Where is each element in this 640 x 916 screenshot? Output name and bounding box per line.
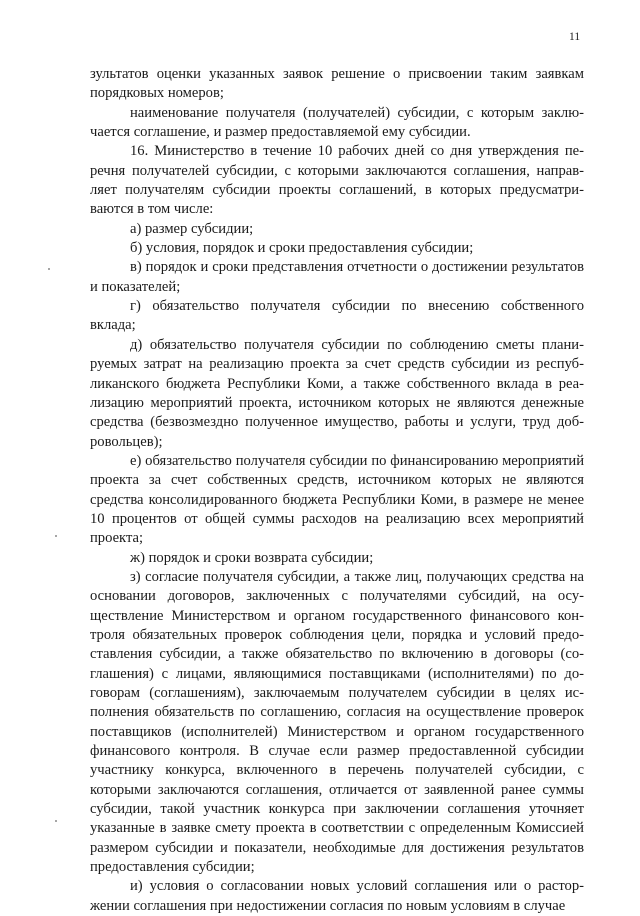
list-item-zh: ж) порядок и сроки возврата субсидии; [130, 549, 374, 566]
scan-speck [48, 268, 50, 270]
list-item-b: б) условия, порядок и сроки предоставления субсидии; [130, 240, 474, 257]
list-item-a: а) размер субсидии; [130, 220, 254, 237]
list-item-i: и) условия о согласовании новых условий соглашения или о расторжении соглашения при недостижении согласия по новым условиям в случае [90, 878, 584, 914]
list-item-z: з) согласие получателя субсидии, а также лиц, получающих средства на основании договоров, заключенных с получателями субсидий, на осуществление Министерством и органом государственного финансового контроля обязательных проверок соблюдения цели, порядка и условий предоставления субсидии, а также обязательство по включению в договоры (соглашения) с лицами, являющимися поставщиками (исполнителями) по договорам (соглашениям), заключаемым получателем субсидии в целях исполнения обязательств по соглашению, согласия на осуществление проверок поставщиков (исполнителей) Министерством и органом государственного финансового контроля. В случае если размер предоставленной субсидии участнику конкурса, включенного в перечень получателей субсидии, с которыми заключаются соглашения, отличается от заявленной ранее суммы субсидии, такой участник конкурса при заключении соглашения уточняет указанные в заявке смету проекта в соответствии с определенным Комиссией размером субсидии и показатели, необходимые для достижения результатов предоставления субсидии; [90, 568, 584, 876]
scan-speck [55, 820, 57, 822]
list-item-v: в) порядок и сроки представления отчетности о достижении результатов и показателей; [90, 259, 584, 295]
paragraph-recipient-name: наименование получателя (получателей) субсидии, с которым заключается соглашение, и размер предоставляемой ему субсидии. [90, 104, 584, 141]
scan-speck [55, 535, 57, 537]
list-item-g: г) обязательство получателя субсидии по внесению собственного вклада; [90, 298, 584, 334]
list-item-d: д) обязательство получателя субсидии по соблюдению сметы планируемых затрат на реализацию проекта за счет средств субсидии из республиканского бюджета Республики Коми, а также собственного вклада в реализацию мероприятий проекта, источником которых не являются денежные средства (безвозмездно полученное имущество, работы и услуги, труд добровольцев); [90, 336, 584, 450]
document-body [90, 65, 584, 916]
page-number: 11 [569, 31, 581, 43]
paragraph-clause-16: 16. Министерство в течение 10 рабочих дней со дня утверждения перечня получателей субсидии, с которыми заключаются соглашения, направляет получателям субсидии проекты соглашений, в которых предусматриваются в том числе: [90, 143, 584, 218]
list-item-e: е) обязательство получателя субсидии по финансированию мероприятий проекта за счет собственных средств, источником которых не являются средства консолидированного бюджета Республики Коми, в размере не менее 10 процентов от общей суммы расходов на реализацию всех мероприятий проекта; [90, 452, 584, 547]
paragraph-continuation: зультатов оценки указанных заявок решение о присвоении таким заявкам порядковых номеров; [90, 66, 584, 102]
